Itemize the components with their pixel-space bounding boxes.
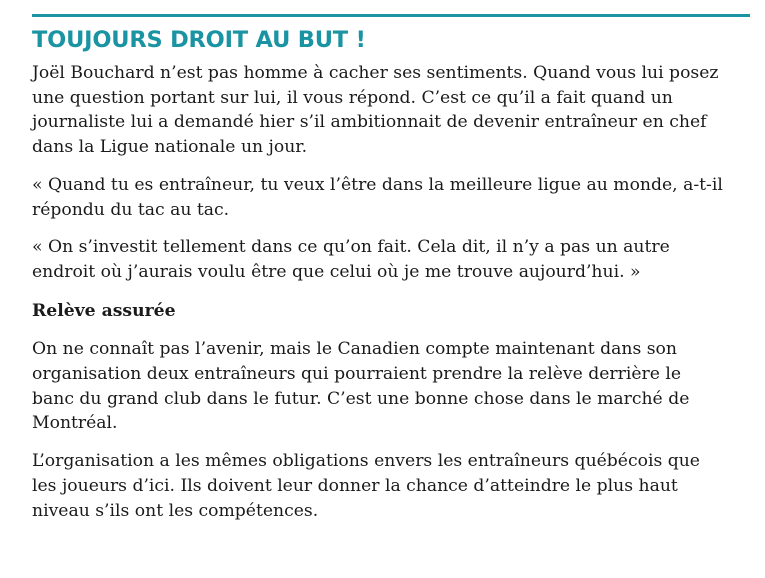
paragraph-1 [32,61,750,160]
paragraph-line: On ne connaît pas l’avenir, mais le Canadien compte maintenant dans son [32,339,677,360]
title-rule [32,14,750,17]
subheading: Relève assurée [32,300,176,321]
paragraph-line: journaliste lui a demandé hier s’il ambitionnait de devenir entraîneur en chef [32,112,707,133]
paragraph-line: les joueurs d’ici. Ils doivent leur donner la chance d’atteindre le plus haut [32,475,678,496]
article [32,14,750,523]
paragraph-line: Montréal. [32,413,118,434]
paragraph-line: niveau s’ils ont les compétences. [32,500,319,521]
paragraph-4 [32,337,750,436]
paragraph-line: organisation deux entraîneurs qui pourraient prendre la relève derrière le [32,364,682,385]
paragraph-line: une question portant sur lui, il vous répond. C’est ce qu’il a fait quand un [32,87,673,108]
paragraph-5 [32,449,750,523]
paragraph-line: L’organisation a les mêmes obligations envers les entraîneurs québécois que [32,451,700,472]
paragraph-line: Joël Bouchard n’est pas homme à cacher ses sentiments. Quand vous lui posez [32,63,719,83]
paragraph-line: banc du grand club dans le futur. C’est une bonne chose dans le marché de [32,388,690,409]
paragraph-line: « Quand tu es entraîneur, tu veux l’être dans la meilleure ligue au monde, a-t-il [32,174,723,195]
paragraph-line: endroit où j’aurais voulu être que celui où je me trouve aujourd’hui. » [32,261,641,282]
paragraph-line: « On s’investit tellement dans ce qu’on fait. Cela dit, il n’y a pas un autre [32,237,670,258]
paragraph-line: répondu du tac au tac. [32,199,230,220]
article-title: TOUJOURS DROIT AU BUT ! [32,27,366,53]
paragraph-2 [32,173,750,222]
paragraph-line: dans la Ligue nationale un jour. [32,137,308,158]
paragraph-3 [32,235,750,284]
